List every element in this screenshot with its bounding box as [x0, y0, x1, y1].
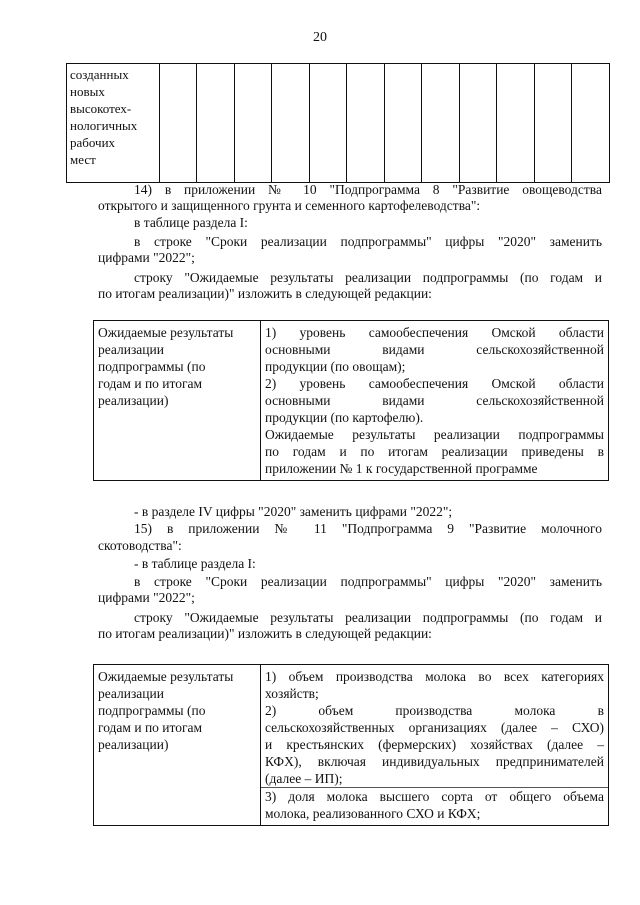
text-line: скотоводства": — [98, 538, 182, 553]
expected-results-table-vegetables — [93, 320, 609, 481]
text-line: строку "Ожидаемые результаты реализации подпрограммы (по годам и — [134, 270, 602, 285]
cell-line: реализации) — [98, 737, 169, 752]
cell-line: сельскохозяйственных организациях (далее – СХО) — [265, 720, 604, 735]
text-line: открытого и защищенного грунта и семенного картофелеводства": — [98, 198, 481, 213]
text-line: в строке "Сроки реализации подпрограммы" цифры "2020" заменить — [134, 574, 602, 589]
text-line: цифрами "2022"; — [98, 590, 195, 605]
text-line: по итогам реализации)" изложить в следующей редакции: — [98, 286, 432, 301]
empty-cell — [534, 64, 572, 183]
label-line: нологичных — [70, 118, 138, 133]
table-label-cell — [67, 64, 160, 183]
cell-line: годам и по итогам — [98, 720, 203, 735]
cell-line: реализации — [98, 686, 164, 701]
cell-line: Ожидаемые результаты реализации подпрограммы — [265, 427, 604, 442]
cell-line: основными видами сельскохозяйственной — [265, 342, 604, 357]
text-line: 14) в приложении № 10 "Подпрограмма 8 "Развитие овощеводства — [134, 182, 602, 197]
label-line: созданных — [70, 67, 129, 82]
expected-results-table-dairy — [93, 664, 609, 826]
cell-line: КФХ), включая индивидуальных предпринимателей — [265, 754, 604, 769]
text-line: в строке "Сроки реализации подпрограммы" цифры "2020" заменить — [134, 234, 602, 249]
empty-cell — [497, 64, 535, 183]
empty-cell — [347, 64, 385, 183]
cell-line: 2) объем производства молока в — [265, 703, 604, 718]
cell-line: Ожидаемые результаты — [98, 669, 234, 684]
table-right-cell — [261, 321, 609, 481]
table-right-cell — [261, 665, 609, 826]
cell-line: по годам и по итогам реализации приведены в — [265, 444, 604, 459]
cell-line: и крестьянских (фермерских) хозяйствах (далее – — [265, 737, 604, 752]
cell-line: реализации) — [98, 393, 169, 408]
cell-line: (далее – ИП); — [265, 771, 343, 786]
cell-line: 3) доля молока высшего сорта от общего объема — [265, 789, 604, 804]
empty-cell — [234, 64, 272, 183]
text-line: по итогам реализации)" изложить в следующей редакции: — [98, 626, 432, 641]
cell-line: 1) объем производства молока во всех категориях — [265, 669, 604, 684]
page-number: 20 — [313, 30, 327, 45]
text-line: в таблице раздела I: — [134, 215, 248, 230]
text-line: - в таблице раздела I: — [134, 556, 256, 571]
label-line: новых — [70, 84, 105, 99]
cell-line: 2) уровень самообеспечения Омской области — [265, 376, 604, 391]
cell-line: приложении № 1 к государственной программе — [265, 461, 538, 476]
empty-cell — [572, 64, 610, 183]
text-line: 15) в приложении № 11 "Подпрограмма 9 "Развитие молочного — [134, 521, 602, 536]
text-line: строку "Ожидаемые результаты реализации подпрограммы (по годам и — [134, 610, 602, 625]
cell-line: хозяйств; — [265, 686, 319, 701]
empty-cell — [459, 64, 497, 183]
continuation-table — [66, 63, 610, 183]
cell-line: молока, реализованного СХО и КФХ; — [265, 806, 481, 821]
label-line: высокотех- — [70, 101, 132, 116]
empty-cell — [197, 64, 235, 183]
cell-line: годам и по итогам — [98, 376, 203, 391]
text-line: цифрами "2022"; — [98, 250, 195, 265]
table-left-cell — [94, 321, 261, 481]
text-line: - в разделе IV цифры "2020" заменить цифрами "2022"; — [134, 504, 453, 519]
label-line: рабочих — [70, 135, 116, 150]
cell-line: Ожидаемые результаты — [98, 325, 234, 340]
cell-line: подпрограммы (по — [98, 359, 206, 374]
cell-line: продукции (по картофелю). — [265, 410, 424, 425]
cell-line: подпрограммы (по — [98, 703, 206, 718]
empty-cell — [309, 64, 347, 183]
cell-line: 1) уровень самообеспечения Омской области — [265, 325, 604, 340]
empty-cell — [159, 64, 197, 183]
cell-line: основными видами сельскохозяйственной — [265, 393, 604, 408]
cell-line: реализации — [98, 342, 164, 357]
cell-line: продукции (по овощам); — [265, 359, 406, 374]
empty-cell — [422, 64, 460, 183]
label-line: мест — [70, 152, 96, 167]
empty-cell — [272, 64, 310, 183]
empty-cell — [384, 64, 422, 183]
table-left-cell — [94, 665, 261, 826]
